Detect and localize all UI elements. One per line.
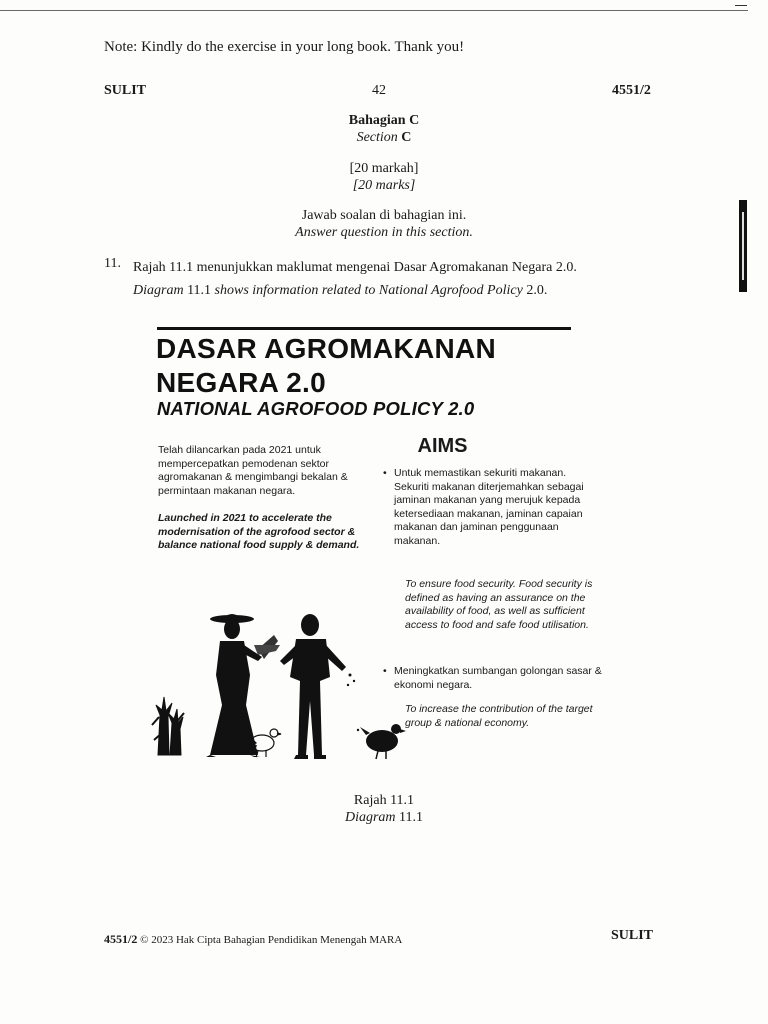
caption-en bbox=[0, 809, 768, 826]
section-heading bbox=[0, 112, 768, 146]
hen-icon bbox=[360, 724, 406, 759]
instructions-en: Answer question in this section. bbox=[295, 225, 473, 240]
question-text bbox=[133, 256, 577, 302]
question-text-ms: Rajah 11.1 menunjukkan maklumat mengenai Dasar Agromakanan Negara 2.0. bbox=[133, 260, 577, 275]
aim-1-ms bbox=[383, 467, 604, 548]
grain-dot bbox=[357, 729, 359, 731]
woman-farmer-icon bbox=[206, 614, 280, 757]
note-text: Note: Kindly do the exercise in your long book. Thank you! bbox=[104, 39, 465, 55]
diagram-caption bbox=[0, 792, 768, 826]
question-en-rest: shows information related to National Agrofood Policy bbox=[214, 283, 523, 298]
aim-1-en: To ensure food security. Food security is defined as having an assurance on the availability of food, as well as sufficient access to food and safe food utilisation. bbox=[405, 578, 593, 631]
footer-code: 4551/2 bbox=[104, 932, 138, 946]
page-number: 42 bbox=[372, 83, 386, 98]
question-en-diagram-word: Diagram bbox=[133, 283, 184, 298]
bullet-icon: • bbox=[383, 665, 387, 677]
top-rule-tick bbox=[735, 5, 747, 6]
caption-ms: Rajah 11.1 bbox=[353, 793, 415, 808]
caption-en-word: Diagram bbox=[344, 810, 396, 825]
caption-en-number: 11.1 bbox=[399, 810, 424, 825]
intro-en: Launched in 2021 to accelerate the modernisation of the agrofood sector & balance national food supply & demand. bbox=[158, 512, 360, 551]
section-title-en-word: Section bbox=[356, 130, 398, 145]
question-en-number: 11.1 bbox=[187, 283, 212, 298]
bullet-icon: • bbox=[383, 467, 387, 479]
footer-copyright bbox=[104, 932, 402, 947]
farmers-illustration bbox=[150, 605, 410, 765]
aim-1-ms-text: Untuk memastikan sekuriti makanan. Sekuriti makanan diterjemahkan sebagai jaminan makanan yang merujuk kepada ketersediaan makanan, jaminan capaian makanan dan jaminan penggunaan makanan. bbox=[394, 467, 584, 547]
question-en-end: 2.0. bbox=[526, 283, 548, 298]
diagram-title bbox=[156, 332, 496, 400]
diagram-title-line2: NEGARA 2.0 bbox=[156, 367, 327, 398]
instructions-ms: Jawab soalan di bahagian ini. bbox=[301, 208, 467, 223]
corn-plant-icon bbox=[152, 697, 184, 755]
paper-code: 4551/2 bbox=[612, 83, 651, 98]
diagram-top-rule bbox=[157, 327, 571, 330]
marks-en: [20 marks] bbox=[352, 178, 416, 193]
aim-2-en: To increase the contribution of the target group & national economy. bbox=[405, 703, 593, 729]
aim-2-ms bbox=[383, 665, 604, 692]
marks-ms: [20 markah] bbox=[349, 161, 419, 176]
header-sulit: SULIT bbox=[104, 83, 147, 98]
aim-2-ms-text: Meningkatkan sumbangan golongan sasar & ekonomi negara. bbox=[394, 665, 602, 691]
aims-heading: AIMS bbox=[417, 435, 468, 457]
question-text-en bbox=[133, 279, 577, 302]
diagram-subtitle: NATIONAL AGROFOOD POLICY 2.0 bbox=[157, 398, 475, 419]
section-title-en bbox=[0, 129, 768, 146]
footer-copyright-text: © 2023 Hak Cipta Bahagian Pendidikan Menengah MARA bbox=[140, 934, 403, 946]
intro-ms: Telah dilancarkan pada 2021 untuk mempercepatkan pemodenan sektor agromakanan & mengimbangi bekalan & permintaan makanan negara. bbox=[158, 444, 348, 497]
marks-block bbox=[0, 160, 768, 194]
question-number: 11. bbox=[104, 256, 121, 271]
man-farmer-icon bbox=[280, 614, 355, 759]
instructions-block bbox=[0, 207, 768, 241]
footer-sulit: SULIT bbox=[611, 928, 654, 943]
binding-mark-gap bbox=[742, 212, 744, 280]
diagram-title-line1: DASAR AGROMAKANAN bbox=[156, 333, 497, 364]
section-title-ms: Bahagian C bbox=[348, 113, 420, 128]
section-title-en-letter: C bbox=[401, 130, 412, 145]
top-rule bbox=[0, 10, 748, 11]
